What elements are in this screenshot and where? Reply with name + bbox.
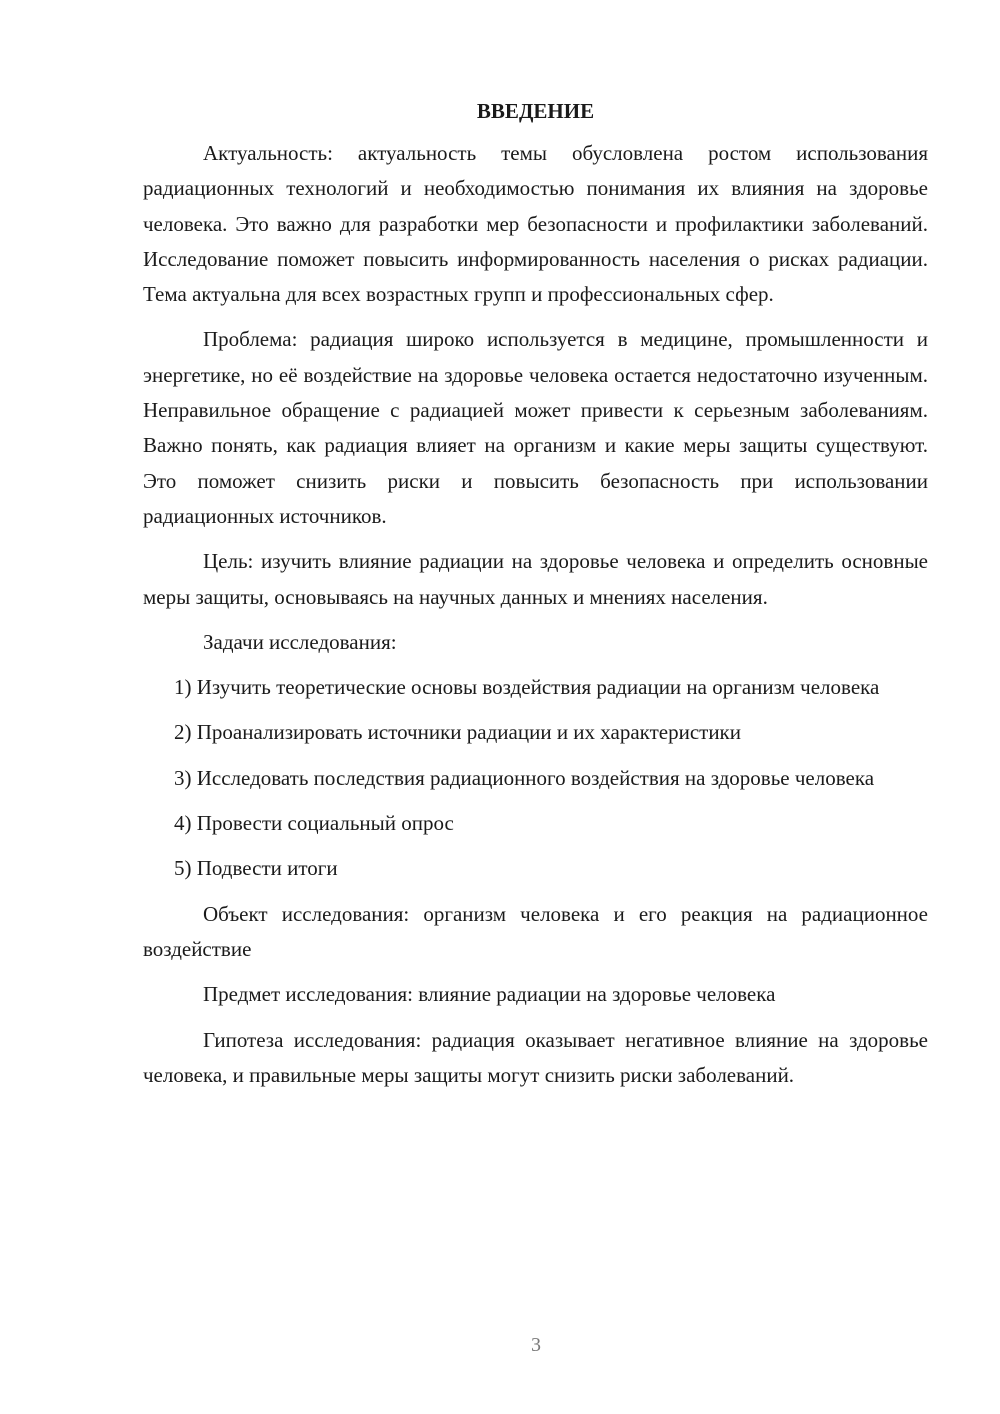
object-paragraph: Объект исследования: организм человека и его реакция на радиационное воздействие bbox=[143, 901, 928, 961]
goal-paragraph: Цель: изучить влияние радиации на здоровье человека и определить основные меры защиты, основываясь на научных данных и мнениях населения. bbox=[143, 549, 928, 609]
relevance-paragraph: Актуальность: актуальность темы обусловлена ростом использования радиационных технологий и необходимостью понимания их влияния на здоровье человека. Это важно для разработки мер безопасности и профилактики заболеваний. Исследование поможет повысить информированность населения о рисках радиации. Тема актуальна для всех возрастных групп и профессиональных сфер. bbox=[143, 141, 928, 307]
task-item: 4) Провести социальный опрос bbox=[174, 811, 454, 836]
task-item: 1) Изучить теоретические основы воздействия радиации на организм человека bbox=[174, 675, 880, 700]
tasks-heading: Задачи исследования: bbox=[203, 629, 397, 654]
problem-paragraph: Проблема: радиация широко используется в медицине, промышленности и энергетике, но её воздействие на здоровье человека остается недостаточно изученным. Неправильное обращение с радиацией может привести к серьезным заболеваниям. Важно понять, как радиация влияет на организм и какие меры защиты существуют. Это поможет снизить риски и повысить безопасность при использовании радиационных источников. bbox=[143, 327, 928, 528]
page-body bbox=[143, 96, 928, 1103]
task-item: 2) Проанализировать источники радиации и их характеристики bbox=[174, 720, 741, 745]
task-item: 5) Подвести итоги bbox=[174, 856, 338, 881]
task-item: 3) Исследовать последствия радиационного воздействия на здоровье человека bbox=[174, 765, 875, 790]
hypothesis-paragraph: Гипотеза исследования: радиация оказывает негативное влияние на здоровье человека, и правильные меры защиты могут снизить риски заболеваний. bbox=[143, 1027, 928, 1087]
section-heading: ВВЕДЕНИЕ bbox=[476, 99, 595, 123]
subject-paragraph: Предмет исследования: влияние радиации на здоровье человека bbox=[203, 982, 776, 1007]
page-number: 3 bbox=[531, 1334, 541, 1356]
